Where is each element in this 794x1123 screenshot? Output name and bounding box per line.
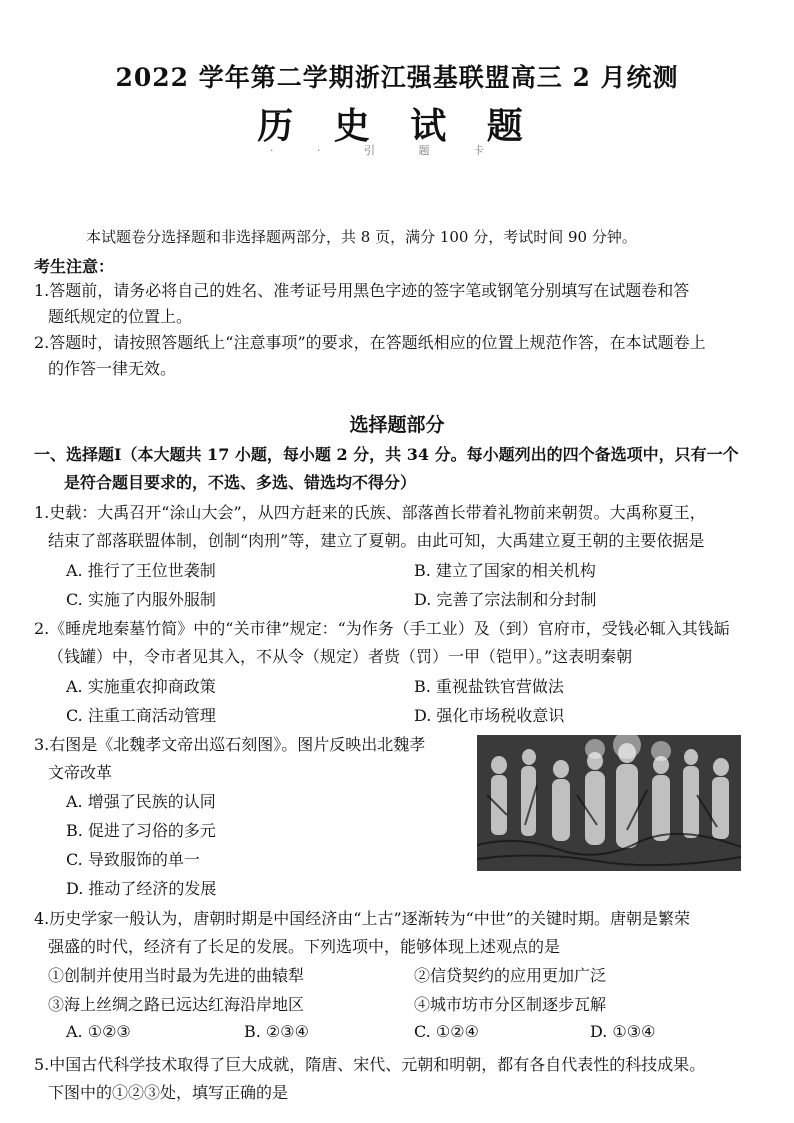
section-title: 选择题部分 — [349, 414, 445, 436]
q3-option-b: B. 促进了习俗的多元 — [66, 821, 216, 840]
q4-option-b: B. ②③④ — [244, 1022, 309, 1041]
q5-stem-line-1: 5.中国古代科学技术取得了巨大成就，隋唐、宋代、元朝和明朝，都有各自代表性的科技成果。 — [34, 1055, 706, 1074]
q4-stem-line-1: 4.历史学家一般认为，唐朝时期是中国经济由“上古”逐渐转为“中世”的关键时期。唐朝是繁荣 — [34, 909, 690, 928]
q5-stem-line-2: 下图中的①②③处，填写正确的是 — [48, 1083, 289, 1102]
q4-statement-4: ④城市坊市分区制逐步瓦解 — [414, 995, 607, 1014]
q3-option-c: C. 导致服饰的单一 — [66, 850, 200, 869]
q4-option-c: C. ①②④ — [414, 1022, 479, 1041]
q1-option-c: C. 实施了内服外服制 — [66, 590, 216, 609]
q1-option-a: A. 推行了王位世袭制 — [66, 561, 216, 580]
q4-statement-3: ③海上丝绸之路已远达红海沿岸地区 — [48, 995, 305, 1014]
notice-item-2-line-1: 2.答题时，请按照答题纸上“注意事项”的要求，在答题纸相应的位置上规范作答，在本试题卷上 — [34, 333, 706, 352]
q2-option-c: C. 注重工商活动管理 — [66, 706, 216, 725]
q2-option-a: A. 实施重农抑商政策 — [66, 677, 216, 696]
scan-smudge-text: · · 引 题 卡 — [270, 144, 504, 157]
stone-relief-image — [477, 735, 741, 871]
exam-intro: 本试题卷分选择题和非选择题两部分，共 8 页，满分 100 分，考试时间 90 分钟。 — [86, 228, 637, 246]
q1-stem-line-2: 结束了部落联盟体制，创制“肉刑”等，建立了夏朝。由此可知，大禹建立夏王朝的主要依据是 — [48, 531, 705, 550]
q4-statement-1: ①创制并使用当时最为先进的曲辕犁 — [48, 966, 305, 985]
notice-heading: 考生注意： — [34, 257, 115, 276]
q4-stem-line-2: 强盛的时代，经济有了长足的发展。下列选项中，能够体现上述观点的是 — [48, 937, 561, 956]
stone-relief-figure — [477, 735, 741, 871]
q3-stem-line-2: 文帝改革 — [48, 763, 113, 782]
q3-option-a: A. 增强了民族的认同 — [66, 792, 216, 811]
q3-option-d: D. 推动了经济的发展 — [66, 879, 217, 898]
q4-option-a: A. ①②③ — [66, 1022, 131, 1041]
part-1-instructions-line-2: 是符合题目要求的，不选、多选、错选均不得分） — [64, 473, 417, 492]
subject-title: 历 史 试 题 — [257, 105, 537, 147]
q4-option-d: D. ①③④ — [590, 1022, 656, 1041]
exam-title: 2022 学年第二学期浙江强基联盟高三 2 月统测 — [115, 63, 679, 92]
q2-stem-line-2: （钱罐）中，令市者见其入，不从令（规定）者赀（罚）一甲（铠甲）。”这表明秦朝 — [48, 647, 633, 666]
part-1-instructions-line-1: 一、选择题Ⅰ（本大题共 17 小题，每小题 2 分，共 34 分。每小题列出的四个备选项中，只有一个 — [34, 445, 739, 464]
q3-stem-line-1: 3.右图是《北魏孝文帝出巡石刻图》。图片反映出北魏孝 — [34, 735, 426, 754]
q2-option-d: D. 强化市场税收意识 — [414, 706, 565, 725]
notice-item-1-line-2: 题纸规定的位置上。 — [48, 307, 193, 326]
q2-stem-line-1: 2.《睡虎地秦墓竹简》中的“关市律”规定：“为作务（手工业）及（到）官府市，受钱必辄入其钱缿 — [34, 619, 730, 638]
q1-stem-line-1: 1.史载：大禹召开“涂山大会”，从四方赶来的氏族、部落酋长带着礼物前来朝贺。大禹称夏王， — [34, 503, 706, 522]
q1-option-b: B. 建立了国家的相关机构 — [414, 561, 596, 580]
q1-option-d: D. 完善了宗法制和分封制 — [414, 590, 597, 609]
notice-item-1-line-1: 1.答题前，请务必将自己的姓名、准考证号用黑色字迹的签字笔或钢笔分别填写在试题卷和答 — [34, 281, 690, 300]
notice-item-2-line-2: 的作答一律无效。 — [48, 359, 177, 378]
q2-option-b: B. 重视盐铁官营做法 — [414, 677, 564, 696]
q4-statement-2: ②信贷契约的应用更加广泛 — [414, 966, 607, 985]
